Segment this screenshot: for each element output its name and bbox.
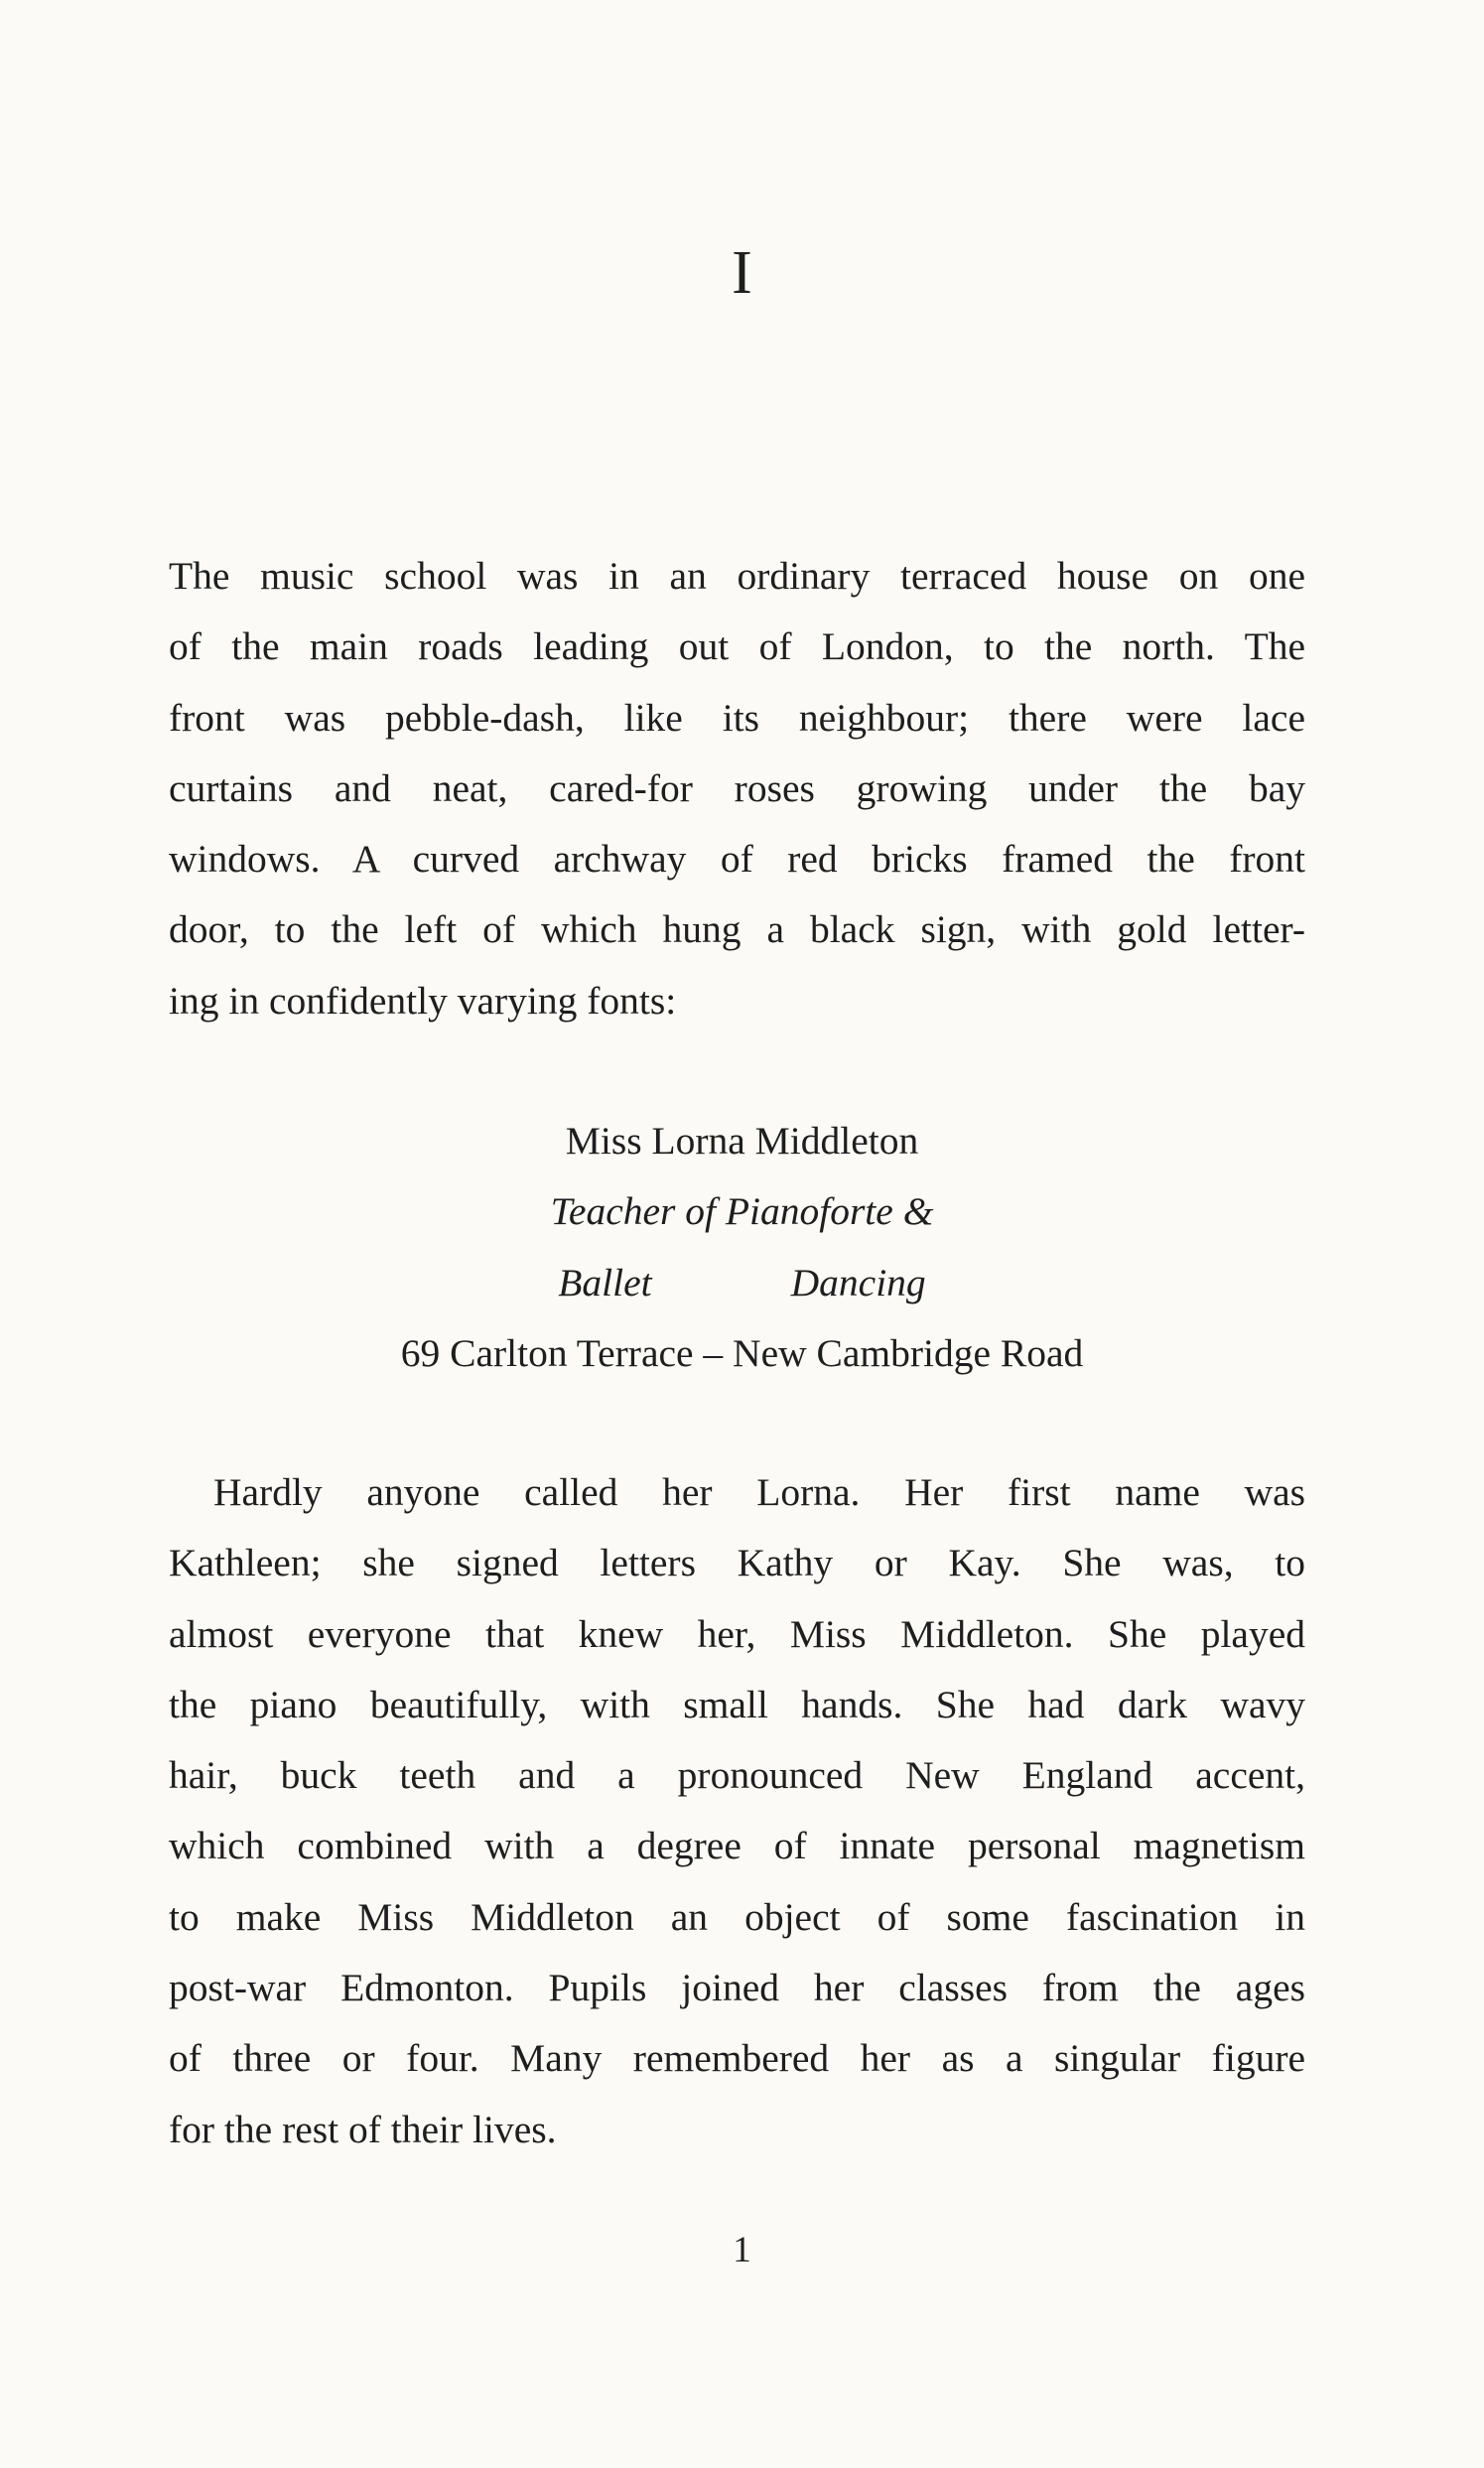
paragraph-line: door, to the left of which hung a black sign, with gold letter- xyxy=(169,907,1305,952)
sign-address: 69 Carlton Terrace – New Cambridge Road xyxy=(400,1330,1084,1375)
paragraph-line: almost everyone that knew her, Miss Middleton. She played xyxy=(169,1611,1305,1656)
paragraph-line: which combined with a degree of innate personal magnetism xyxy=(169,1824,1305,1868)
paragraph-line: Kathleen; she signed letters Kathy or Kay. She was, to xyxy=(169,1541,1305,1585)
paragraph-line: The music school was in an ordinary terraced house on one xyxy=(169,554,1305,598)
paragraph-line: windows. A curved archway of red bricks framed the front xyxy=(169,837,1305,882)
page-number: 1 xyxy=(733,2230,751,2270)
paragraph-line: of the main roads leading out of London, to the north. The xyxy=(169,624,1305,669)
paragraph-line: for the rest of their lives. xyxy=(169,2107,557,2151)
chapter-number: I xyxy=(732,239,752,307)
sign-subjects xyxy=(0,1248,1484,1318)
sign-subject-dancing: Dancing xyxy=(790,1260,926,1304)
sign-subject-ballet: Ballet xyxy=(558,1260,652,1304)
paragraph-line: Hardly anyone called her Lorna. Her first name was xyxy=(213,1470,1305,1514)
paragraph-line: the piano beautifully, with small hands. She had dark wavy xyxy=(169,1682,1305,1726)
paragraph-line: curtains and neat, cared-for roses growing under the bay xyxy=(169,765,1305,810)
paragraph-line: post-war Edmonton. Pupils joined her classes from the ages xyxy=(169,1966,1305,2010)
opening-paragraph xyxy=(169,541,1305,1036)
school-sign-text xyxy=(0,1106,1484,1389)
sign-title: Teacher of Pianoforte & xyxy=(550,1189,934,1234)
sign-name: Miss Lorna Middleton xyxy=(565,1119,919,1163)
paragraph-line: front was pebble-dash, like its neighbour; there were lace xyxy=(169,695,1305,740)
second-paragraph xyxy=(169,1457,1305,2165)
paragraph-line: hair, buck teeth and a pronounced New England accent, xyxy=(169,1753,1305,1798)
paragraph-line: to make Miss Middleton an object of some fascination in xyxy=(169,1894,1305,1939)
paragraph-line: ing in confidently varying fonts: xyxy=(169,978,677,1023)
paragraph-line: of three or four. Many remembered her as a singular figure xyxy=(169,2036,1305,2081)
